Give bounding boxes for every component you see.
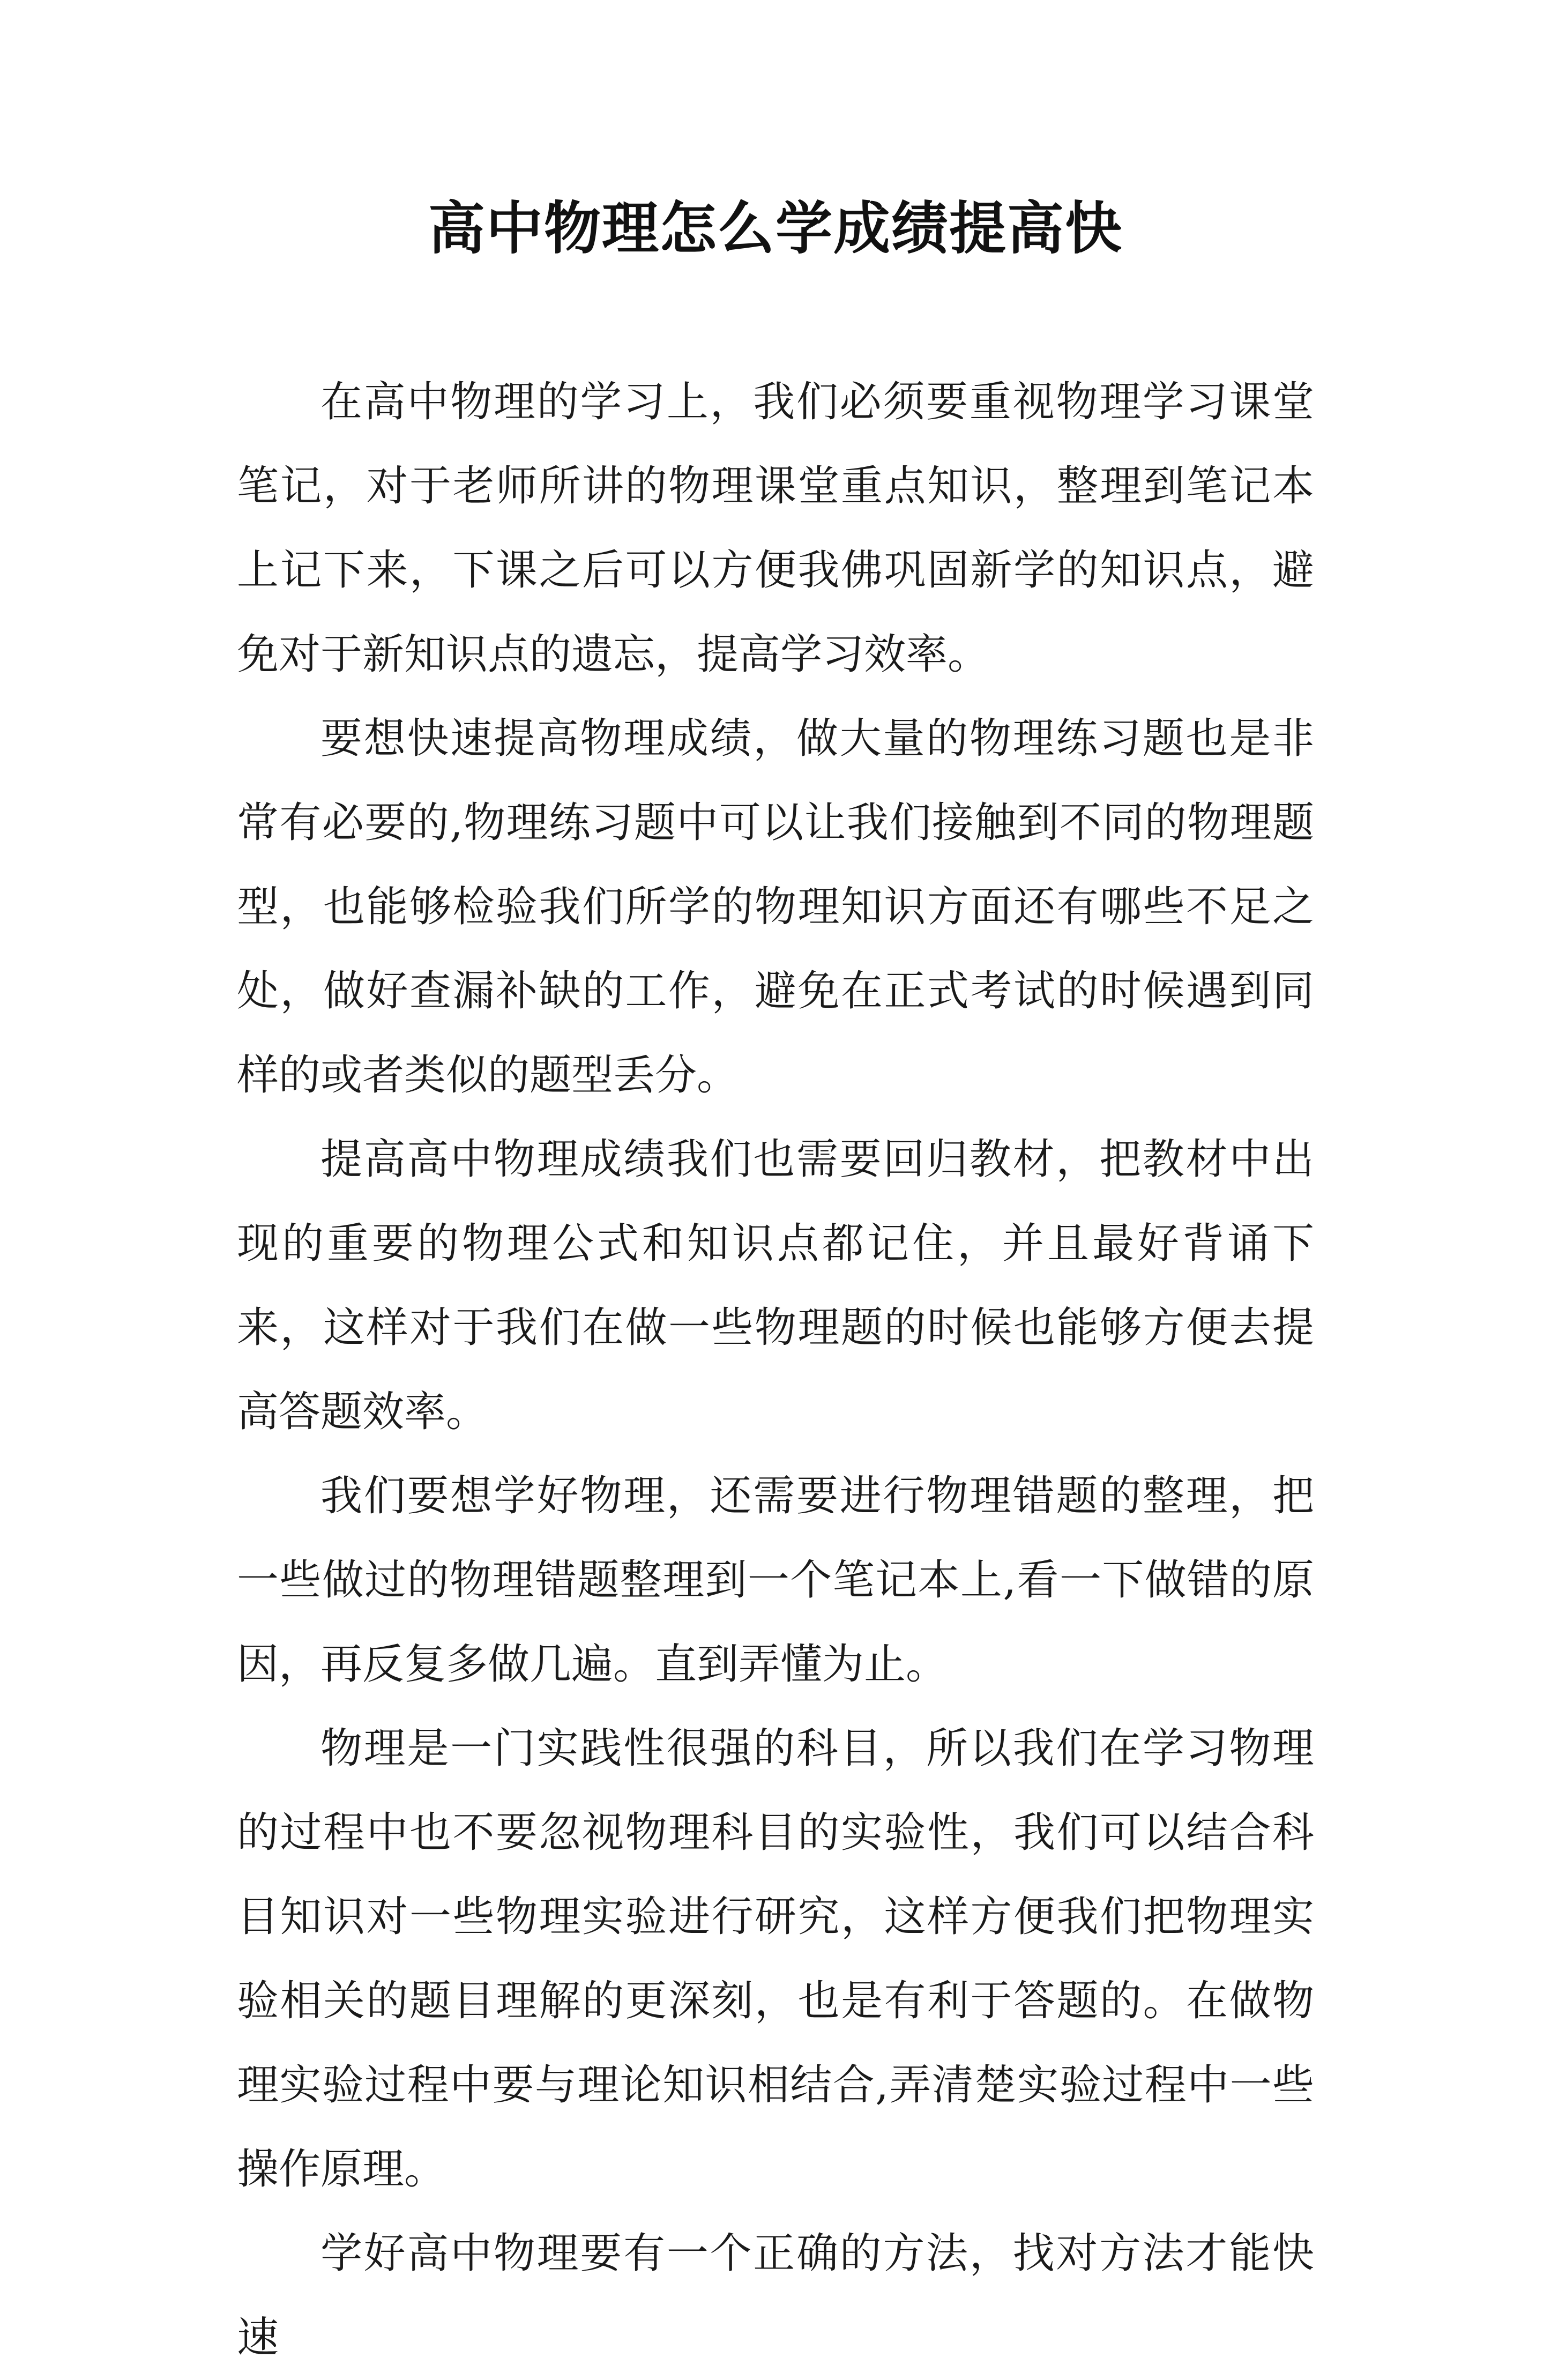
paragraph: 提高高中物理成绩我们也需要回归教材，把教材中出现的重要的物理公式和知识点都记住，并且最好背诵下来，这样对于我们在做一些物理题的时候也能够方便去提高答题效率。 xyxy=(237,1135,1314,1436)
paragraph: 学好高中物理要有一个正确的方法，找对方法才能快速 xyxy=(237,2229,1314,2362)
document-body xyxy=(237,360,1314,2380)
paragraph: 要想快速提高物理成绩，做大量的物理练习题也是非常有必要的,物理练习题中可以让我们接触到不同的物理题型，也能够检验我们所学的物理知识方面还有哪些不足之处，做好查漏补缺的工作，避免在正式考试的时候遇到同样的或者类似的题型丢分。 xyxy=(237,715,1314,1099)
paragraph: 我们要想学好物理，还需要进行物理错题的整理，把一些做过的物理错题整理到一个笔记本上,看一下做错的原因，再反复多做几遍。直到弄懂为止。 xyxy=(237,1472,1314,1689)
paragraph: 物理是一门实践性很强的科目，所以我们在学习物理的过程中也不要忽视物理科目的实验性，我们可以结合科目知识对一些物理实验进行研究，这样方便我们把物理实验相关的题目理解的更深刻，也是有利于答题的。在做物理实验过程中要与理论知识相结合,弄清楚实验过程中一些操作原理。 xyxy=(237,1724,1314,2193)
document-title: 高中物理怎么学成绩提高快 xyxy=(428,195,1123,262)
paragraph: 在高中物理的学习上，我们必须要重视物理学习课堂笔记，对于老师所讲的物理课堂重点知识，整理到笔记本上记下来，下课之后可以方便我佛巩固新学的知识点，避免对于新知识点的遗忘，提高学习效率。 xyxy=(237,378,1314,679)
